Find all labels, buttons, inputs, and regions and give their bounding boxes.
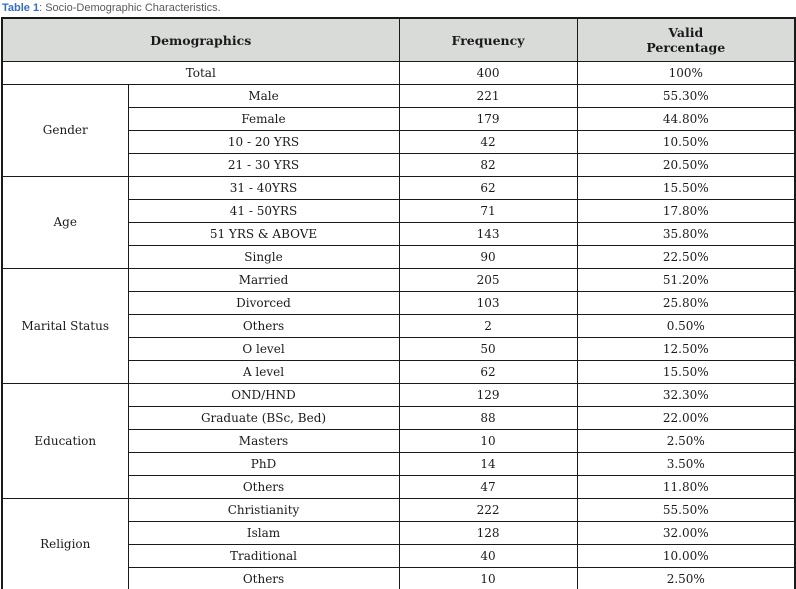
category-cell: Islam (128, 522, 399, 545)
category-cell: 51 YRS & ABOVE (128, 223, 399, 246)
total-row (2, 62, 795, 85)
frequency-cell: 2 (399, 315, 577, 338)
category-cell: PhD (128, 453, 399, 476)
frequency-cell: 71 (399, 200, 577, 223)
percentage-cell: 2.50% (577, 568, 795, 589)
socio-demographic-table (1, 17, 796, 589)
valid-percentage-header-cell (577, 18, 795, 62)
table-caption-text: : Socio-Demographic Characteristics. (39, 2, 221, 14)
category-cell: O level (128, 338, 399, 361)
category-cell: 21 - 30 YRS (128, 154, 399, 177)
percentage-cell: 25.80% (577, 292, 795, 315)
frequency-cell: 143 (399, 223, 577, 246)
frequency-cell: 50 (399, 338, 577, 361)
percentage-cell: 10.50% (577, 131, 795, 154)
percentage-cell: 2.50% (577, 430, 795, 453)
category-cell: Others (128, 476, 399, 499)
category-cell: Others (128, 315, 399, 338)
frequency-cell: 40 (399, 545, 577, 568)
category-cell: 31 - 40YRS (128, 177, 399, 200)
percentage-cell: 15.50% (577, 177, 795, 200)
percentage-cell: 55.50% (577, 499, 795, 522)
frequency-cell: 47 (399, 476, 577, 499)
frequency-cell: 62 (399, 361, 577, 384)
percentage-cell: 51.20% (577, 269, 795, 292)
total-label-cell: Total (2, 62, 399, 85)
category-cell: Masters (128, 430, 399, 453)
table-row (2, 269, 795, 292)
frequency-cell: 10 (399, 568, 577, 589)
frequency-cell: 88 (399, 407, 577, 430)
category-cell: Single (128, 246, 399, 269)
percentage-cell: 3.50% (577, 453, 795, 476)
category-cell: Married (128, 269, 399, 292)
table-row (2, 499, 795, 522)
frequency-cell: 10 (399, 430, 577, 453)
group-cell-age: Age (2, 177, 128, 269)
frequency-cell: 62 (399, 177, 577, 200)
percentage-cell: 22.00% (577, 407, 795, 430)
frequency-cell: 205 (399, 269, 577, 292)
table-row (2, 384, 795, 407)
total-frequency-cell: 400 (399, 62, 577, 85)
frequency-header-cell: Frequency (399, 18, 577, 62)
frequency-cell: 179 (399, 108, 577, 131)
percentage-cell: 15.50% (577, 361, 795, 384)
frequency-cell: 129 (399, 384, 577, 407)
group-cell-education: Education (2, 384, 128, 499)
percentage-cell: 11.80% (577, 476, 795, 499)
frequency-cell: 42 (399, 131, 577, 154)
percentage-cell: 55.30% (577, 85, 795, 108)
category-cell: Others (128, 568, 399, 589)
frequency-cell: 103 (399, 292, 577, 315)
category-cell: A level (128, 361, 399, 384)
table-row (2, 85, 795, 108)
category-cell: Traditional (128, 545, 399, 568)
percentage-cell: 32.30% (577, 384, 795, 407)
valid-header-line1: Valid (668, 25, 704, 40)
category-cell: OND/HND (128, 384, 399, 407)
frequency-cell: 222 (399, 499, 577, 522)
frequency-cell: 90 (399, 246, 577, 269)
percentage-cell: 44.80% (577, 108, 795, 131)
group-cell-religion: Religion (2, 499, 128, 589)
percentage-cell: 20.50% (577, 154, 795, 177)
percentage-cell: 0.50% (577, 315, 795, 338)
category-cell: Graduate (BSc, Bed) (128, 407, 399, 430)
header-row (2, 18, 795, 62)
percentage-cell: 10.00% (577, 545, 795, 568)
percentage-cell: 32.00% (577, 522, 795, 545)
percentage-cell: 12.50% (577, 338, 795, 361)
total-percentage-cell: 100% (577, 62, 795, 85)
percentage-cell: 17.80% (577, 200, 795, 223)
percentage-cell: 22.50% (577, 246, 795, 269)
frequency-cell: 221 (399, 85, 577, 108)
table-caption-label: Table 1 (2, 2, 40, 14)
category-cell: 41 - 50YRS (128, 200, 399, 223)
frequency-cell: 128 (399, 522, 577, 545)
category-cell: Female (128, 108, 399, 131)
group-cell-marital-status: Marital Status (2, 269, 128, 384)
category-cell: 10 - 20 YRS (128, 131, 399, 154)
table-caption (2, 1, 795, 15)
category-cell: Male (128, 85, 399, 108)
frequency-cell: 14 (399, 453, 577, 476)
valid-header-line2: Percentage (646, 40, 726, 55)
frequency-cell: 82 (399, 154, 577, 177)
demographics-header-cell: Demographics (2, 18, 399, 62)
category-cell: Christianity (128, 499, 399, 522)
table-row (2, 177, 795, 200)
category-cell: Divorced (128, 292, 399, 315)
percentage-cell: 35.80% (577, 223, 795, 246)
group-cell-gender: Gender (2, 85, 128, 177)
